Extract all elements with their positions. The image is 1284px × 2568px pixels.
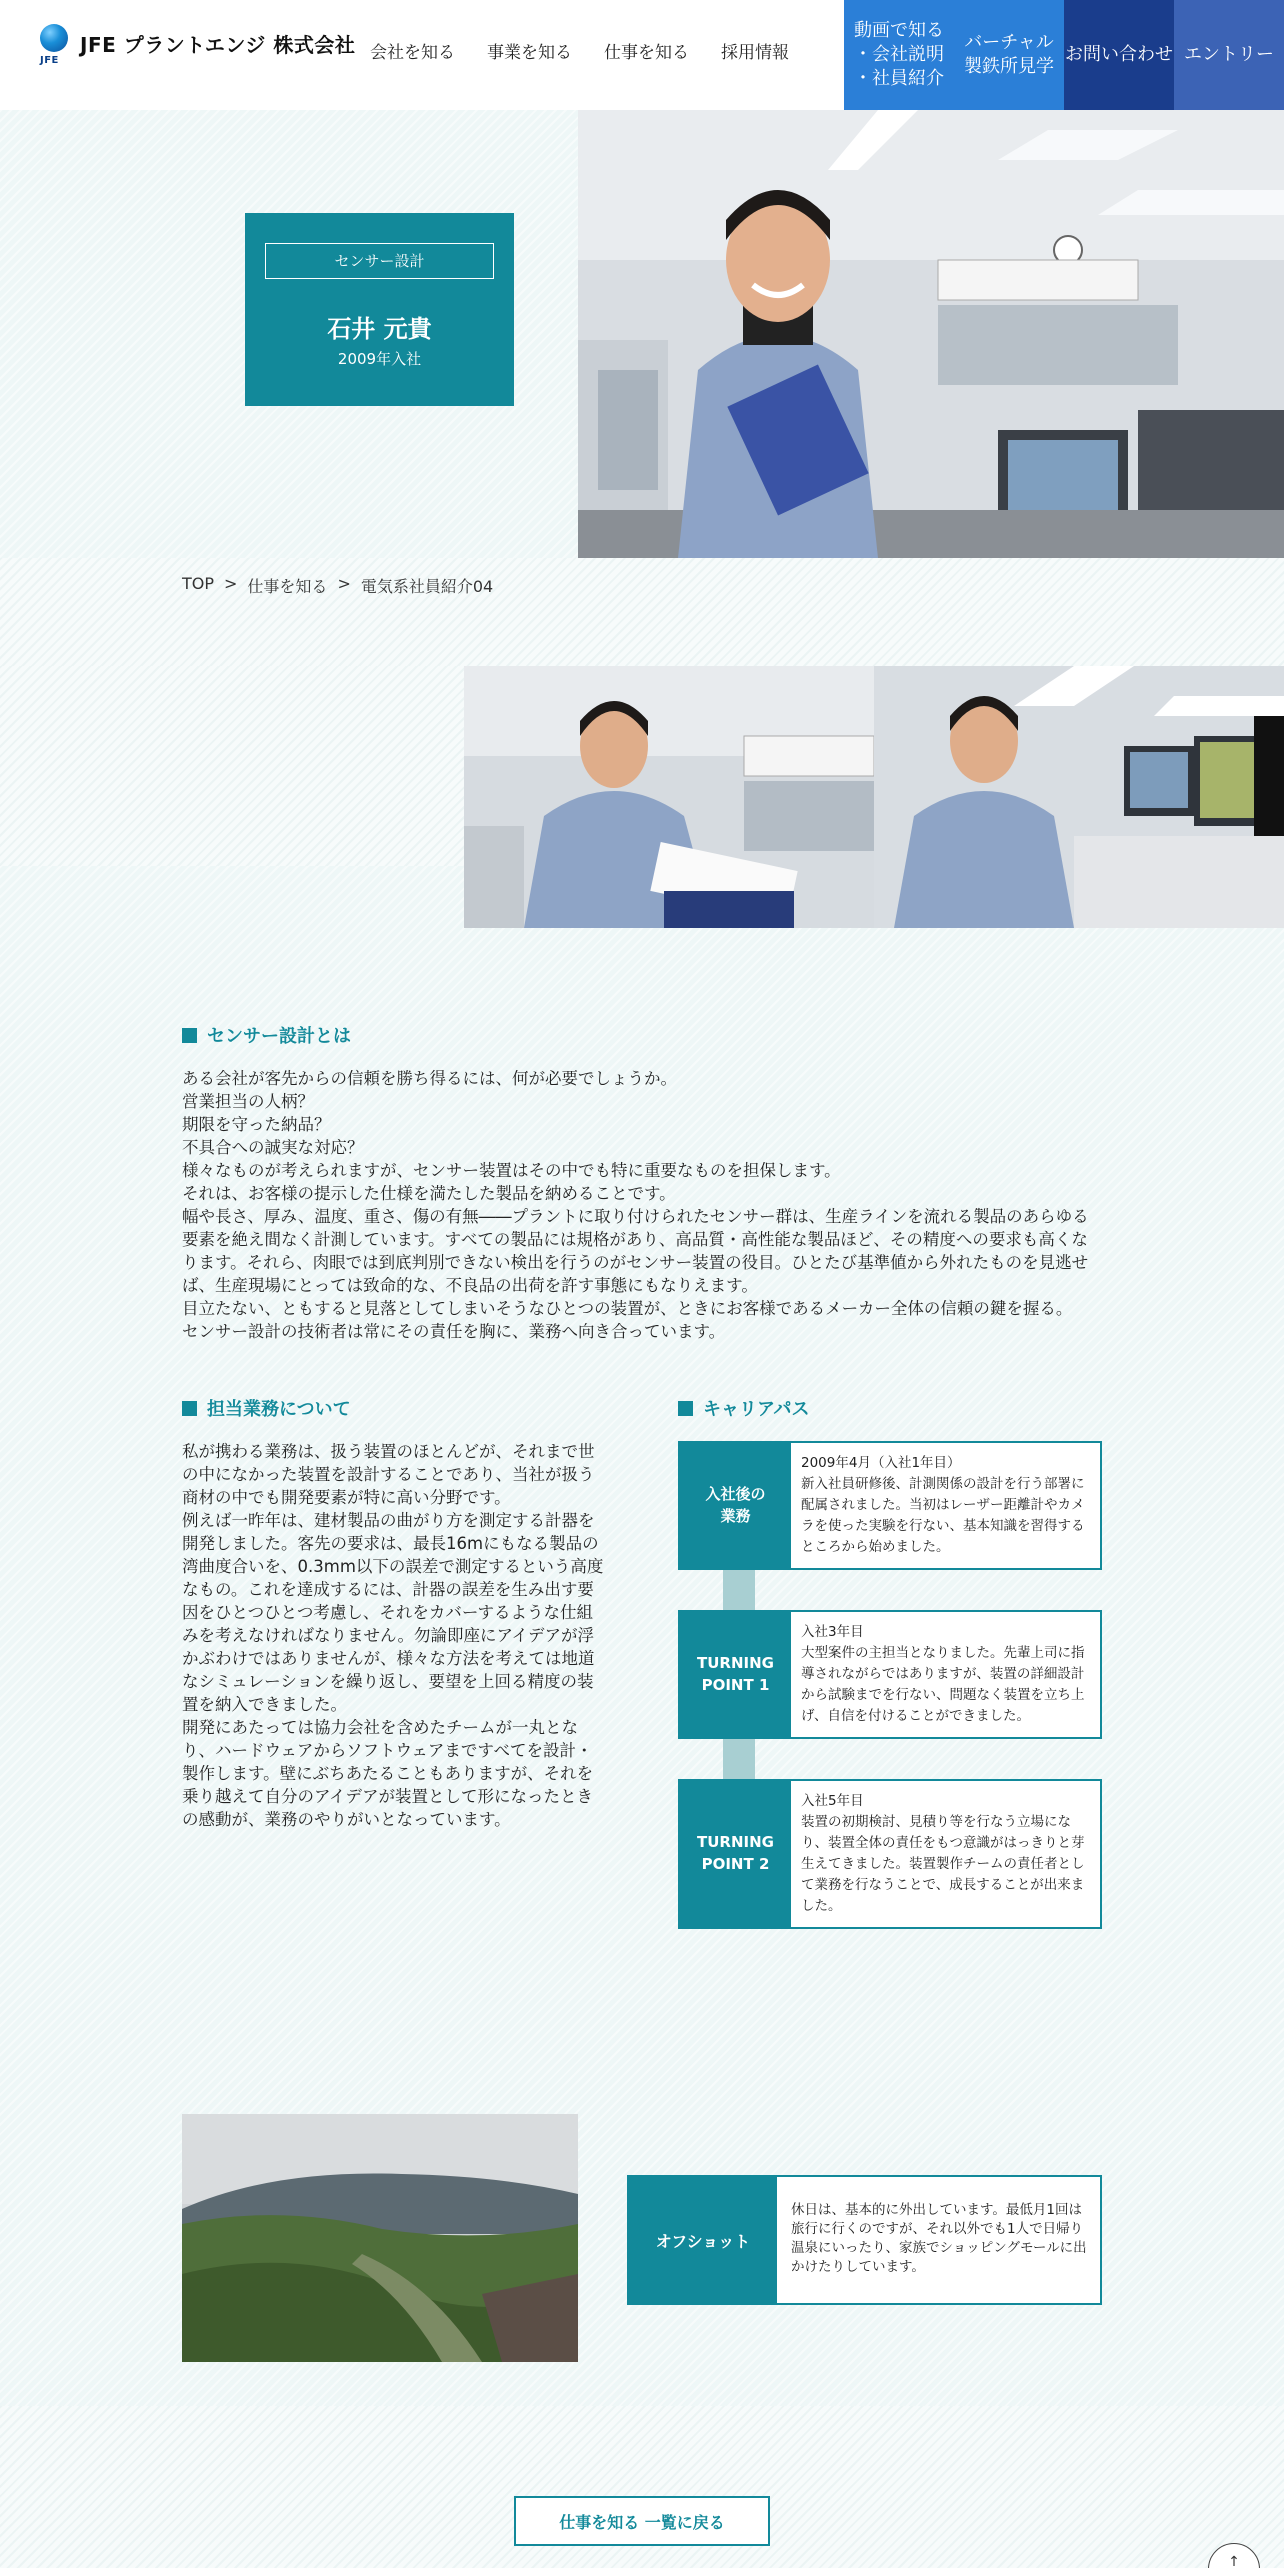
- hero-photo: [578, 110, 1284, 558]
- site-header: [0, 0, 1284, 110]
- profile-card: [245, 213, 514, 406]
- duties-line: 開発にあたっては協力会社を含めたチームが一丸となり、ハードウェアからソフトウェアまですべてを設計・製作します。壁にぶちあたることもありますが、それを乗り越えて自分のアイデアが装置として形になったときの感動が、業務のやりがいとなっています。: [182, 1718, 594, 1829]
- career-connector: [723, 1739, 755, 1781]
- career-step-label: TURNING POINT 1: [680, 1612, 791, 1737]
- arrow-up-icon: ↑: [1228, 2554, 1240, 2568]
- about-text: [182, 1067, 1102, 1343]
- offshot-text: 休日は、基本的に外出しています。最低月1回は旅行に行くのですが、それ以外でも1人で日帰り温泉にいったり、家族でショッピングモールに出かけたりしています。: [791, 2202, 1087, 2275]
- logo-text: JFE プラントエンジ 株式会社: [80, 33, 356, 57]
- heading-square-icon: [182, 1401, 197, 1416]
- contact-button[interactable]: お問い合わせ: [1064, 0, 1174, 110]
- video-button-label: 動画で知る ・会社説明 ・社員紹介: [854, 19, 944, 90]
- breadcrumb: [182, 574, 493, 597]
- career-step-title: 入社5年目: [801, 1793, 864, 1809]
- breadcrumb-top[interactable]: TOP: [182, 574, 215, 593]
- career-heading-text: キャリアパス: [703, 1399, 810, 1420]
- duties-heading-text: 担当業務について: [207, 1399, 351, 1420]
- career-step-text: [791, 1781, 1100, 1927]
- career-step-2: [678, 1610, 1102, 1739]
- about-heading-text: センサー設計とは: [207, 1026, 351, 1047]
- breadcrumb-work[interactable]: 仕事を知る: [247, 577, 328, 596]
- join-year: 2009年入社: [337, 350, 422, 368]
- career-step-body: 新入社員研修後、計測関係の設計を行う部署に配属されました。当初はレーザー距離計やカメラを使った実験を行ない、基本知識を習得するところから始めました。: [801, 1476, 1085, 1555]
- virtual-tour-button[interactable]: [954, 0, 1064, 110]
- job-title: センサー設計: [265, 243, 494, 279]
- decor-band: [0, 666, 464, 866]
- about-line: 不具合への誠実な対応？: [182, 1138, 364, 1157]
- video-button[interactable]: [844, 0, 954, 110]
- employee-portrait-image: [578, 110, 1284, 558]
- breadcrumb-separator: >: [224, 574, 238, 593]
- career-step-label: TURNING POINT 2: [680, 1781, 791, 1927]
- career-step-3: [678, 1779, 1102, 1929]
- about-line: 目立たない、ともすると見落としてしまいそうなひとつの装置が、ときにお客様であるメーカー全体の信頼の鍵を握る。: [182, 1299, 1073, 1318]
- duties-line: 私が携わる業務は、扱う装置のほとんどが、それまで世の中になかった装置を設計することであり、当社が扱う商材の中でも開発要素が特に高い分野です。: [182, 1442, 595, 1507]
- career-step-label: 入社後の 業務: [680, 1443, 791, 1568]
- about-line: ある会社が客先からの信頼を勝ち得るには、何が必要でしょうか。: [182, 1069, 677, 1088]
- career-step-title: 2009年4月（入社1年目）: [801, 1455, 961, 1471]
- work-photo-documents: [464, 666, 874, 928]
- career-step-text: [791, 1443, 1100, 1568]
- work-photo-computer: [874, 666, 1284, 928]
- career-step-body: 大型案件の主担当となりました。先輩上司に指導されながらではありますが、装置の詳細設計から試験までを行ない、問題なく装置を立ち上げ、自信を付けることができました。: [801, 1645, 1085, 1724]
- global-nav: [370, 38, 789, 63]
- about-line: 様々なものが考えられますが、センサー装置はその中でも特に重要なものを担保します。: [182, 1161, 841, 1180]
- career-heading: [678, 1395, 810, 1421]
- about-line: それは、お客様の提示した仕様を満たした製品を納めることです。: [182, 1184, 676, 1203]
- career-step-body: 装置の初期検討、見積り等を行なう立場になり、装置全体の責任をもつ意識がはっきりと芽生えてきました。装置製作チームの責任者として業務を行なうことで、成長することが出来ました。: [801, 1814, 1085, 1914]
- nav-item-business[interactable]: 事業を知る: [487, 43, 572, 63]
- virtual-tour-button-label: バーチャル 製鉄所見学: [964, 31, 1054, 77]
- about-line: 幅や長さ、厚み、温度、重さ、傷の有無――プラントに取り付けられたセンサー群は、生産ラインを流れる製品のあらゆる要素を絶え間なく計測しています。すべての製品には規格があり、高品質・高性能な製品ほど、その精度への要求も高くなります。それら、肉眼では到底判別できない検出を行うのがセンサー装置の役目。ひとたび基準値から外れたものを見逃せば、生産現場にとっては致命的な、不良品の出荷を許す事態にもなりえます。: [182, 1207, 1089, 1295]
- career-step-text: [791, 1612, 1100, 1737]
- company-logo[interactable]: [38, 24, 355, 72]
- entry-button[interactable]: エントリー: [1174, 0, 1284, 110]
- nav-item-work[interactable]: 仕事を知る: [604, 43, 689, 63]
- nav-item-company[interactable]: 会社を知る: [370, 43, 455, 63]
- employee-name: 石井 元貴: [327, 315, 432, 343]
- about-heading: [182, 1022, 351, 1048]
- duties-line: 例えば一昨年は、建材製品の曲がり方を測定する計器を開発しました。客先の要求は、最長16mにもなる製品の湾曲度合いを、0.3mm以下の誤差で測定するという高度なもの。これを達成するには、計器の誤差を生み出す要因をひとつひとつ考慮し、それをカバーするような仕組みを考えなければなりません。勿論即座にアイデアが浮かぶわけではありませんが、様々な方法を考えては地道なシミュレーションを繰り返し、要望を上回る精度の装置を納入できました。: [182, 1511, 604, 1714]
- offshot-box: [627, 2175, 1102, 2305]
- nav-item-recruit[interactable]: 採用情報: [721, 43, 789, 63]
- duties-heading: [182, 1395, 351, 1421]
- back-to-list-button[interactable]: 仕事を知る 一覧に戻る: [514, 2496, 770, 2546]
- career-step-1: [678, 1441, 1102, 1570]
- duties-text: [182, 1440, 607, 1831]
- about-line: センサー設計の技術者は常にその責任を胸に、業務へ向き合っています。: [182, 1322, 726, 1341]
- heading-square-icon: [182, 1028, 197, 1043]
- heading-square-icon: [678, 1401, 693, 1416]
- offshot-photo: [182, 2114, 578, 2362]
- breadcrumb-separator: >: [337, 574, 351, 593]
- career-connector: [723, 1570, 755, 1612]
- breadcrumb-current: 電気系社員紹介04: [360, 577, 494, 596]
- about-line: 期限を守った納品？: [182, 1115, 331, 1134]
- jfe-logo-icon: JFE: [38, 24, 70, 68]
- about-line: 営業担当の人柄？: [182, 1092, 314, 1111]
- offshot-label: オフショット: [629, 2177, 777, 2303]
- career-step-title: 入社3年目: [801, 1624, 864, 1640]
